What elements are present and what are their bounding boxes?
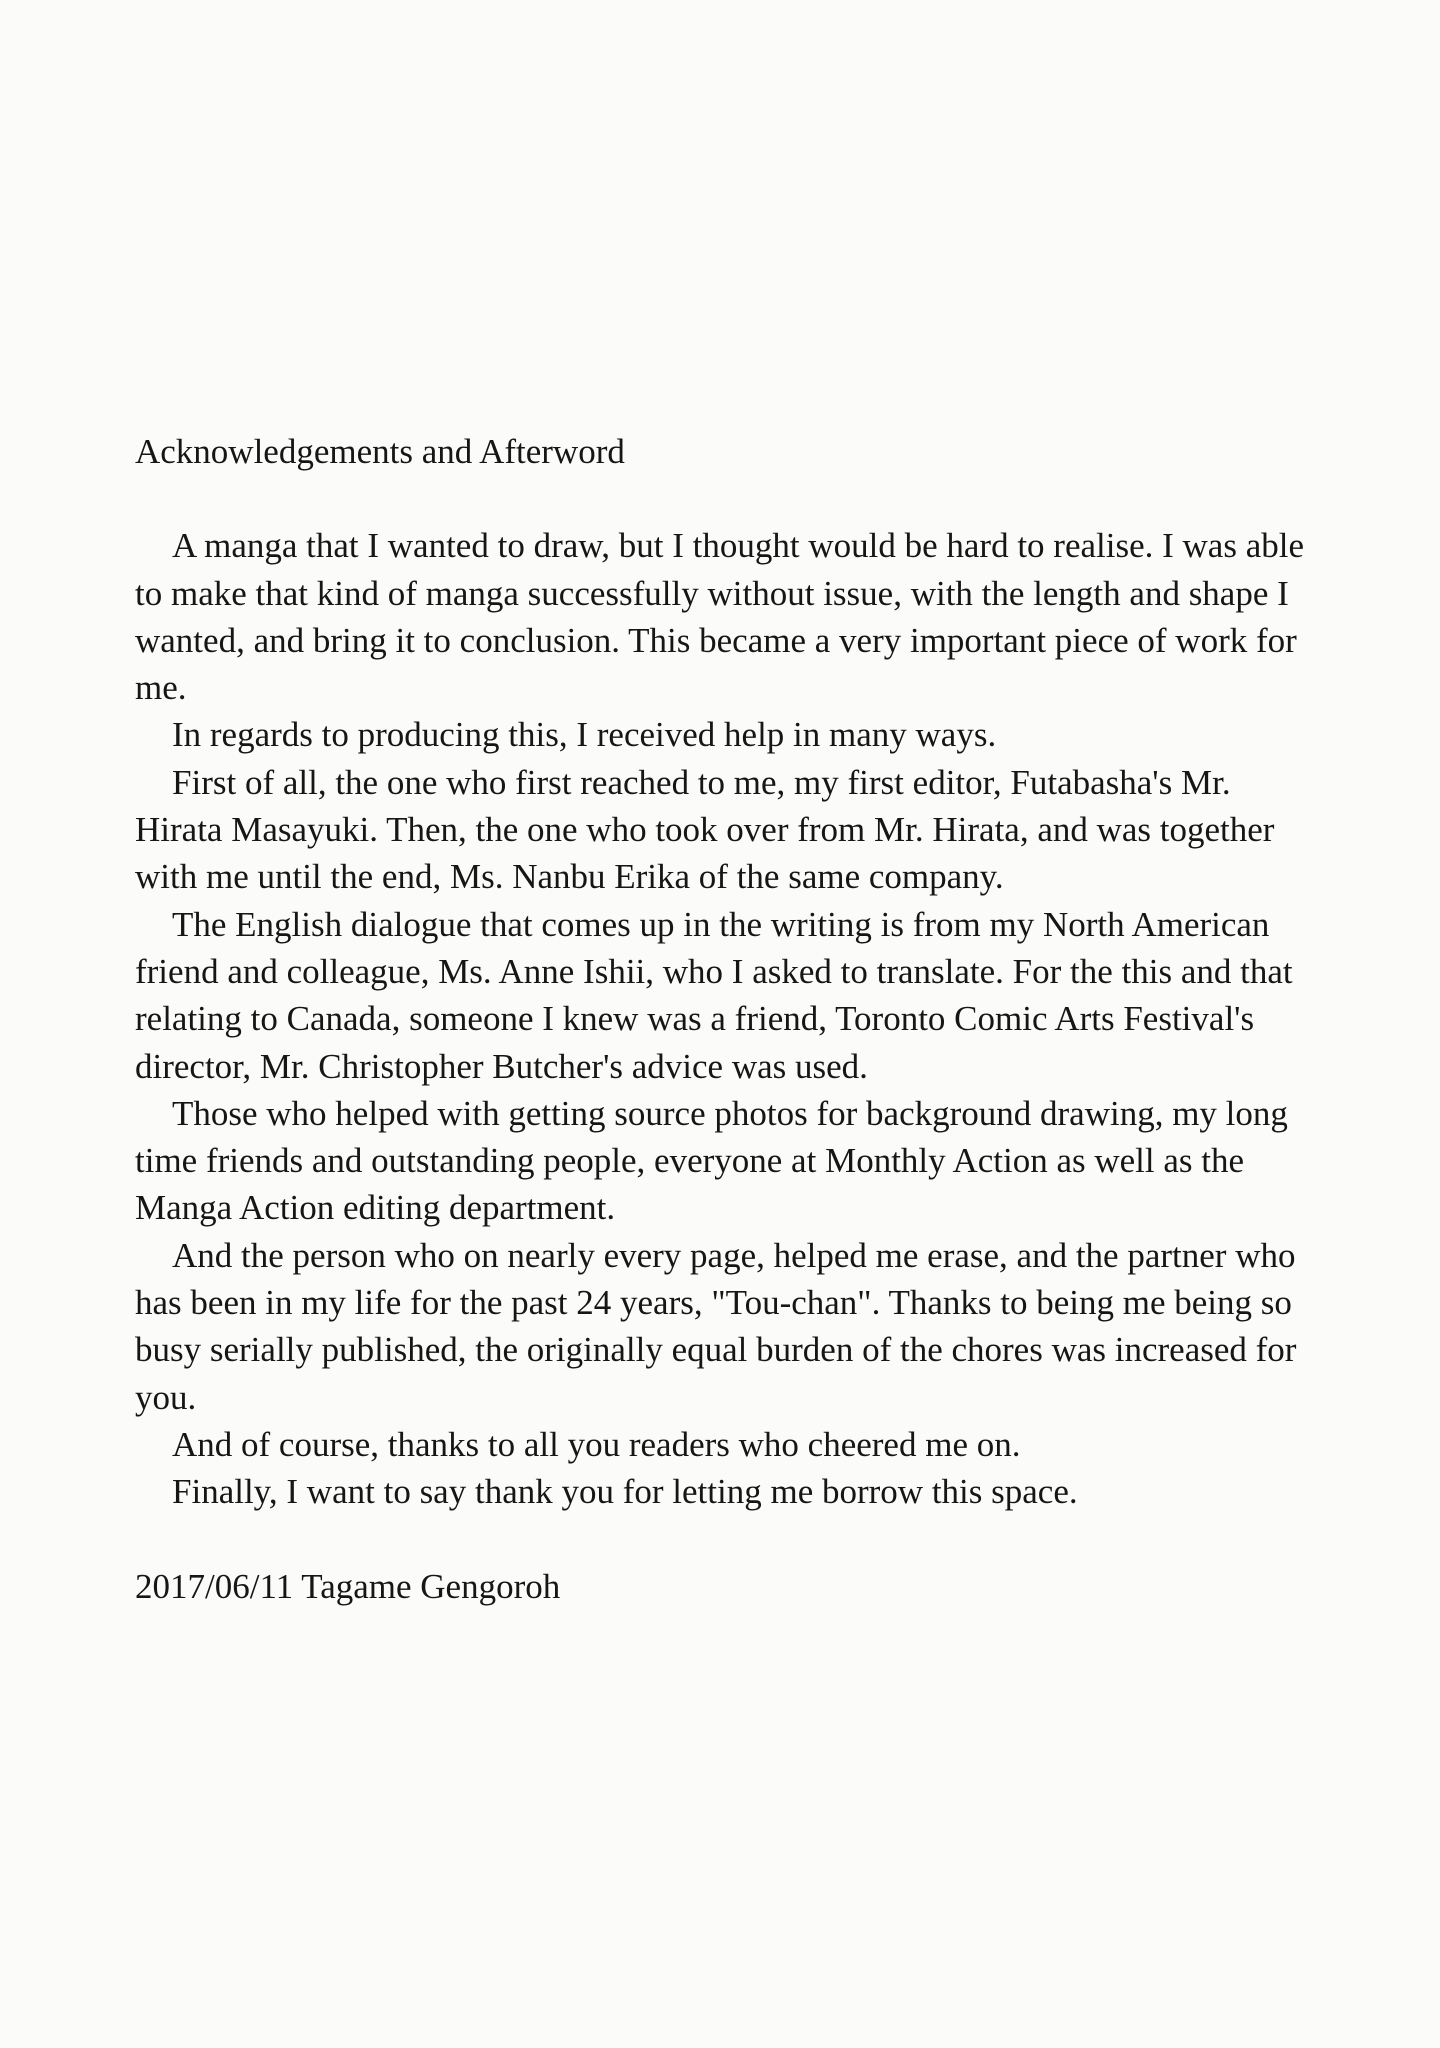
document-title: Acknowledgements and Afterword <box>135 432 625 471</box>
paragraph-2: In regards to producing this, I received help in many ways. <box>172 715 997 755</box>
paragraph-3: First of all, the one who first reached to me, my first editor, Futabasha's Mr. Hirata Masayuki. Then, the one who took over from Mr. Hirata, and was together with me until the end, Ms. Nanbu Erika of the same company. <box>135 762 1275 897</box>
afterword-text-block <box>135 428 1315 1610</box>
paragraph-1: A manga that I wanted to draw, but I thought would be hard to realise. I was able to make that kind of manga successfully without issue, with the length and shape I wanted, and bring it to conclusion. This became a very important piece of work for me. <box>135 526 1304 708</box>
paragraph-8: Finally, I want to say thank you for letting me borrow this space. <box>172 1472 1078 1512</box>
signature-date: 2017/06/11 Tagame Gengoroh <box>135 1566 561 1606</box>
paragraph-6: And the person who on nearly every page, helped me erase, and the partner who has been in my life for the past 24 years, "Tou-chan". Thanks to being me being so busy serially published, the originally equal burden of the chores was increased for you. <box>135 1235 1297 1417</box>
paragraph-5: Those who helped with getting source photos for background drawing, my long time friends and outstanding people, everyone at Monthly Action as well as the Manga Action editing department. <box>135 1093 1288 1228</box>
paragraph-4: The English dialogue that comes up in the writing is from my North American friend and colleague, Ms. Anne Ishii, who I asked to translate. For the this and that relating to Canada, someone I knew was a friend, Toronto Comic Arts Festival's director, Mr. Christopher Butcher's advice was used. <box>135 904 1293 1086</box>
paragraph-7: And of course, thanks to all you readers who cheered me on. <box>172 1424 1021 1464</box>
